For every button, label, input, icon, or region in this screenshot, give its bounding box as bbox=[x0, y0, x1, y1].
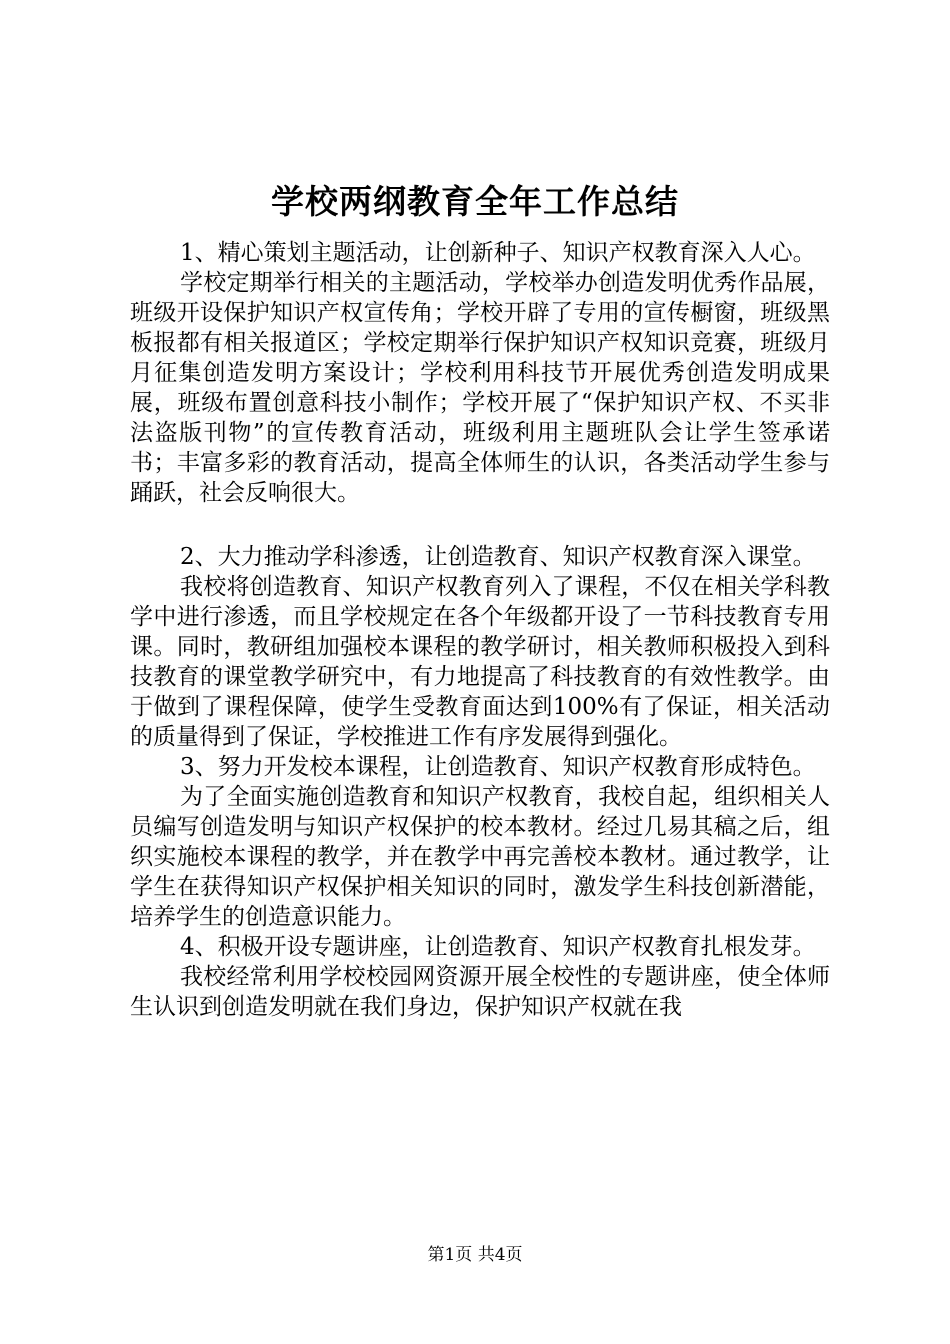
section-heading-3: 3、努力开发校本课程，让创造教育、知识产权教育形成特色。 bbox=[180, 754, 816, 780]
paragraph-4: 我校经常利用学校校园网资源开展全校性的专题讲座，使全体师生认识到创造发明就在我们身边，保护知识产权就在我 bbox=[130, 964, 830, 1020]
paragraph-2: 我校将创造教育、知识产权教育列入了课程，不仅在相关学科教学中进行渗透，而且学校规定在各个年级都开设了一节科技教育专用课。同时，教研组加强校本课程的教学研讨，相关教师积极投入到科技教育的课堂教学研究中，有力地提高了科技教育的有效性教学。由于做到了课程保障，使学生受教育面达到100%有了保证，相关活动的质量得到了保证，学校推进工作有序发展得到强化。 bbox=[130, 574, 830, 750]
paragraph-3: 为了全面实施创造教育和知识产权教育，我校自起，组织相关人员编写创造发明与知识产权保护的校本教材。经过几易其稿之后，组织实施校本课程的教学，并在教学中再完善校本教材。通过教学，让学生在获得知识产权保护相关知识的同时，激发学生科技创新潜能，培养学生的创造意识能力。 bbox=[130, 784, 830, 930]
document-body bbox=[130, 238, 830, 1022]
section-heading-1: 1、精心策划主题活动，让创新种子、知识产权教育深入人心。 bbox=[180, 240, 816, 266]
page-footer: 第1页 共4页 bbox=[427, 1245, 523, 1265]
section-heading-4: 4、积极开设专题讲座，让创造教育、知识产权教育扎根发芽。 bbox=[180, 934, 816, 960]
section-heading-2: 2、大力推动学科渗透，让创造教育、知识产权教育深入课堂。 bbox=[180, 544, 816, 570]
document-title: 学校两纲教育全年工作总结 bbox=[271, 182, 679, 221]
paragraph-1: 学校定期举行相关的主题活动，学校举办创造发明优秀作品展，班级开设保护知识产权宣传角；学校开辟了专用的宣传橱窗，班级黑板报都有相关报道区；学校定期举行保护知识产权知识竞赛，班级月月征集创造发明方案设计；学校利用科技节开展优秀创造发明成果展，班级布置创意科技小制作；学校开展了“保护知识产权、不买非法盗版刊物”的宣传教育活动，班级利用主题班队会让学生签承诺书；丰富多彩的教育活动，提高全体师生的认识，各类活动学生参与踊跃，社会反响很大。 bbox=[130, 270, 830, 506]
